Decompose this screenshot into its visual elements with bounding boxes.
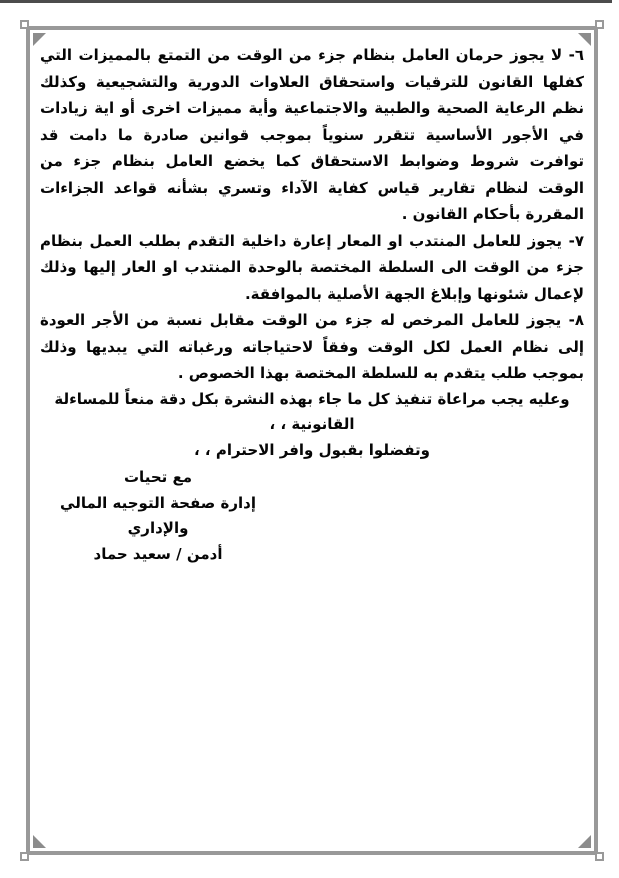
document-body (40, 42, 584, 567)
signature-admin: أدمن / سعيد حماد (93, 544, 223, 563)
clause-8-paragraph: ٨- يجوز للعامل المرخص له جزء من الوقت مقابل نسبة من الأجر العودة إلى نظام العمل لكل الوقت وفقاً لاحتياجاته ورغباته التي يبديها وذلك بموجب طلب يتقدم به للسلطة المختصة بهذا الخصوص . (40, 311, 584, 382)
corner-triangle-ornament-bottom-left (33, 835, 46, 848)
closing-directive: وعليه يجب مراعاة تنفيذ كل ما جاء بهذه النشرة بكل دقة منعاً للمساءلة القانونية ، ، (54, 389, 570, 433)
corner-square-ornament-top-left (20, 20, 29, 29)
corner-square-ornament-top-right (595, 20, 604, 29)
closing-salutation: وتفضلوا بقبول وافر الاحترام ، ، (193, 440, 430, 459)
signature-block (42, 465, 274, 567)
top-edge-rule (0, 0, 612, 3)
corner-square-ornament-bottom-left (20, 852, 29, 861)
signature-department: إدارة صفحة التوجيه المالي والإداري (60, 493, 256, 537)
corner-square-ornament-bottom-right (595, 852, 604, 861)
signature-greeting: مع تحيات (123, 468, 193, 486)
clause-6-paragraph: ٦- لا يجوز حرمان العامل بنظام جزء من الوقت من التمتع بالمميزات التي كفلها القانون للترقيات واستحقاق العلاوات الدورية والتشجيعية وكذلك نظم الرعاية الصحية والطبية والاجتماعية وأية مميزات اخرى أو اية زيادات في الأجور الأساسية تتقرر سنوياً بموجب قوانين صادرة ما دامت قد توافرت شروط وضوابط الاستحقاق كما يخضع العامل بنظام جزء من الوقت لنظام تقارير قياس كفاية الآداء وتسري بشأنه قواعد الجزاءات المقررة بأحكام القانون . (40, 46, 584, 223)
corner-triangle-ornament-bottom-right (578, 835, 591, 848)
clause-7-paragraph: ٧- يجوز للعامل المنتدب او المعار إعارة داخلية التقدم بطلب العمل بنظام جزء من الوقت الى السلطة المختصة بالوحدة المنتدب او العار إليها وذلك لإعمال شئونها وإبلاغ الجهة الأصلية بالموافقة. (40, 231, 584, 303)
